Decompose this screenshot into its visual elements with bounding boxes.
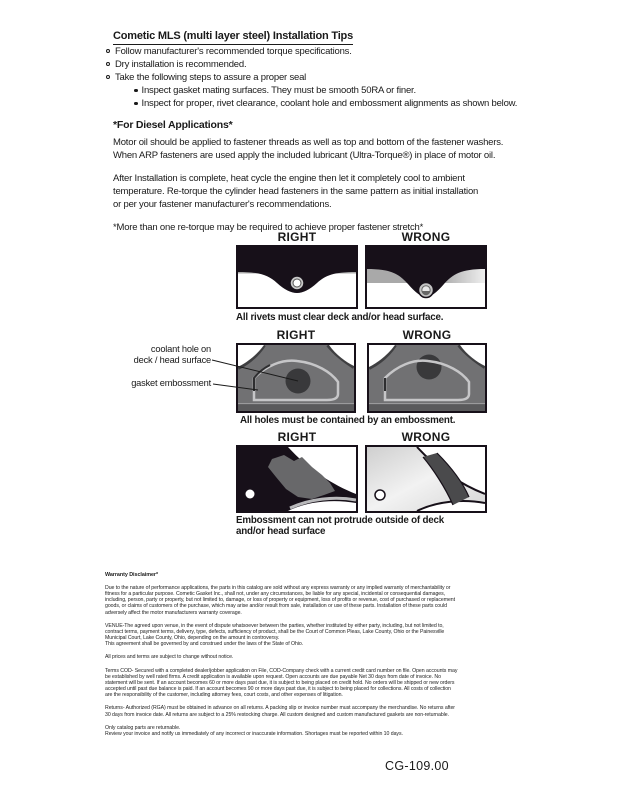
rivet-caption: All rivets must clear deck and/or head surface. <box>236 312 444 323</box>
text-line: are the responsibility of the customer, including attorney fees, court costs, and other expenses of litigation. <box>105 692 343 699</box>
text-line: contract terms, payment terms, delivery, type, defects, sufficiency of product, shall be the Court of Common Pleas, Lake County, Ohio or the Painesville <box>105 628 445 635</box>
list-item <box>106 45 517 58</box>
tip-text: Follow manufacturer's recommended torque specifications. <box>115 46 352 57</box>
list-item <box>106 71 517 84</box>
text-line: Motor oil should be applied to fastener threads as well as top and bottom of the fastener washers. <box>113 137 504 148</box>
gasket-embossment-label <box>84 378 211 389</box>
section-heading: *For Diesel Applications* <box>113 119 233 131</box>
paragraph <box>113 172 503 211</box>
page-number: CG-109.00 <box>385 759 449 773</box>
wrong-label: WRONG <box>401 230 451 244</box>
embossment-caption <box>236 515 444 537</box>
text-line: Municipal Court, Lake County, Ohio, depending on the amount in controversy. <box>105 635 280 642</box>
paragraph <box>113 136 503 162</box>
legal-paragraph <box>105 705 525 717</box>
label-text: gasket embossment <box>131 378 211 388</box>
text-line: Due to the nature of performance applications, the parts in this catalog are sold without any express warranty or any implied warranty of merchantability or <box>105 585 451 591</box>
tip-text: Dry installation is recommended. <box>115 59 247 70</box>
text-line: deck / head surface <box>133 355 211 365</box>
tip-text: Take the following steps to assure a proper seal <box>115 72 307 83</box>
diesel-section <box>113 119 503 244</box>
embossment-protrude-diagram <box>367 447 485 511</box>
text-line: or per your fastener manufacturer's recommendations. <box>113 199 332 210</box>
title-wrap <box>113 26 353 45</box>
embossment-wrong-panel <box>365 445 487 513</box>
text-line: This agreement shall be governed by and construed under the laws of the State of Ohio. <box>105 641 304 648</box>
text-line: When ARP fasteners are used apply the included lubricant (Ultra-Torque®) in place of motor oil. <box>113 150 496 161</box>
text-line: Embossment can not protrude outside of deck <box>236 515 445 526</box>
hole-right-panel <box>236 343 356 413</box>
installation-tips-list <box>106 45 517 110</box>
filled-bullet-icon <box>134 89 138 93</box>
list-item <box>134 97 517 110</box>
hole-outside-diagram <box>369 345 485 411</box>
rivet-right-panel <box>236 245 358 309</box>
text-line: fitness for a particular purpose. Cometic Gasket Inc., shall not, under any circumstances, be liable for any special, incidental or consequential damages, <box>105 591 446 598</box>
hole-wrong-panel <box>367 343 487 413</box>
embossment-right-panel <box>236 445 358 513</box>
page-title: Cometic MLS (multi layer steel) Installation Tips <box>113 30 353 45</box>
rivet-clear-diagram <box>238 247 356 307</box>
wrong-label: WRONG <box>402 328 452 342</box>
tip-text: Inspect gasket mating surfaces. They must be smooth 50RA or finer. <box>141 85 416 96</box>
hole-caption: All holes must be contained by an embossment. <box>240 415 456 426</box>
rivet-touch-diagram <box>367 247 485 307</box>
rivet-wrong-panel <box>365 245 487 309</box>
text-line: After Installation is complete, heat cycle the engine then let it completely cool to ambient <box>113 173 465 184</box>
text-line: Terms COD- Secured with a completed dealer/jobber application on File, COD-Company check with a current credit card number on file. Open accounts may <box>105 667 458 674</box>
right-label: RIGHT <box>277 230 317 244</box>
text-line: including, person, party or property, but not limited to, damage, or loss of property or equipment, loss of profits or revenue, cost of purchased or replacement <box>105 597 456 604</box>
text-line: All prices and terms are subject to change without notice. <box>105 654 234 661</box>
warranty-disclaimer-heading: Warranty Disclaimer* <box>105 572 159 578</box>
text-line: statement will be sent. If an account becomes 60 or more days past due, it is subject to being placed on credit hold. No orders will be shipped or new orders <box>105 679 455 686</box>
list-item <box>134 84 517 97</box>
right-label: RIGHT <box>276 328 316 342</box>
legal-paragraph <box>105 654 525 660</box>
text-line: be established by well rated firms. A credit application is available upon request. Open accounts are due payable Net 30 days from date of invoice. No <box>105 673 441 680</box>
legal-section <box>105 572 525 744</box>
text-line: Returns- Authorized (RGA) must be obtained in advance on all returns. A packing slip or invoice number must accompany the merchandise. No returns after <box>105 705 455 712</box>
text-line: accepted until past due balance is paid. If an account becomes 90 or more days past due, it is subject to being placed for collections. All costs of collection <box>105 686 451 693</box>
text-line: VENUE-The agreed upon venue, in the event of dispute whatsoever between the parties, whether instituted by either party, including, but not limited to, <box>105 622 444 629</box>
text-line: goods, or claims of customers of the purchase, which may arise and/or result from sale, installation or use of these parts. Installation of these parts could <box>105 603 447 610</box>
tip-text: Inspect for proper, rivet clearance, coolant hole and embossment alignments as shown below. <box>141 98 518 109</box>
text-line: Review your invoice and notify us immediately of any incorrect or inaccurate information. Shortages must be reported within 10 days. <box>105 730 403 737</box>
wrong-label: WRONG <box>401 430 451 444</box>
text-line: 30 days from invoice date. All returns are subject to a 25% restocking charge. All custom designed and custom manufactured gaskets are non-returnable. <box>105 711 450 718</box>
coolant-hole-label <box>84 344 211 366</box>
legal-paragraph <box>105 623 525 648</box>
text-line: and/or head surface <box>236 526 326 537</box>
hole-contained-diagram <box>238 345 354 411</box>
list-item <box>106 58 517 71</box>
text-line: coolant hole on <box>150 344 211 354</box>
legal-paragraph <box>105 668 525 699</box>
legal-paragraph <box>105 725 525 737</box>
open-bullet-icon <box>106 49 110 53</box>
open-bullet-icon <box>106 62 110 66</box>
right-label: RIGHT <box>277 430 317 444</box>
embossment-inside-diagram <box>238 447 356 511</box>
text-line: adversely affect the motor manufacturers warranty coverage. <box>105 609 242 616</box>
text-line: temperature. Re-torque the cylinder head fasteners in the same pattern as initial installation <box>113 186 479 197</box>
open-bullet-icon <box>106 75 110 79</box>
text-line: Only catalog parts are returnable. <box>105 724 181 731</box>
filled-bullet-icon <box>134 102 138 106</box>
legal-paragraph <box>105 585 525 616</box>
note-text: *More than one re-torque may be required to achieve proper fastener stretch* <box>113 222 424 233</box>
